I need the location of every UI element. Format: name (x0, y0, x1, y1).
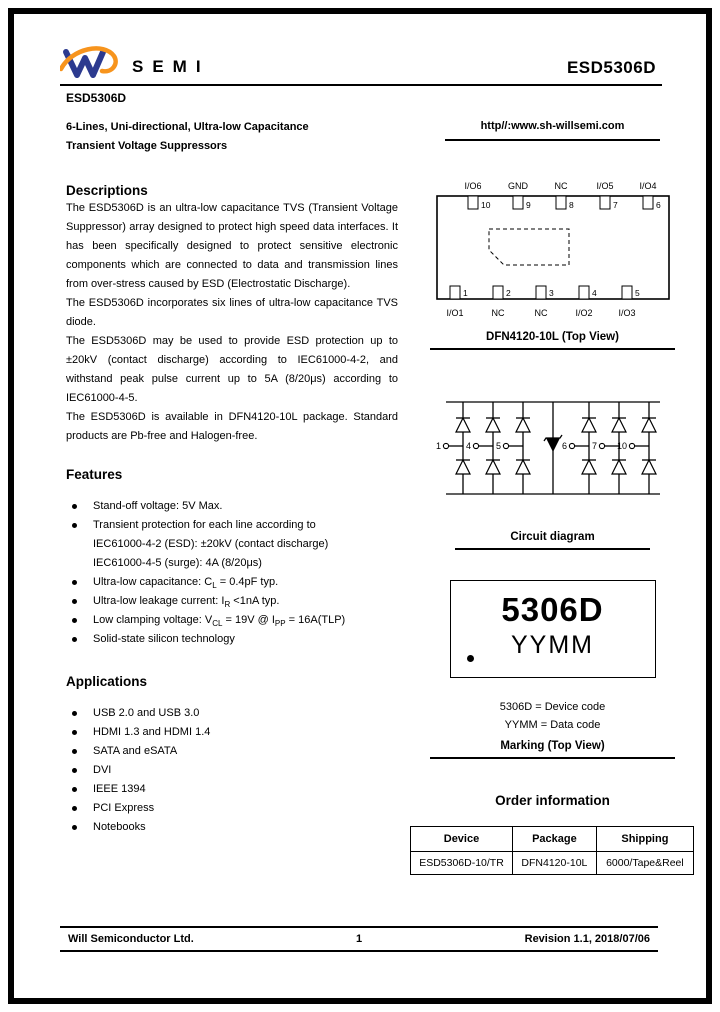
terminal-number: 6 (561, 441, 567, 451)
order-col-shipping: Shipping (596, 827, 693, 852)
section-part-number: ESD5306D (66, 91, 127, 105)
order-package-cell: DFN4120-10L (513, 852, 597, 875)
package-caption: DFN4120-10L (Top View) (430, 331, 675, 350)
pin-number: 6 (655, 200, 661, 210)
order-row (411, 852, 694, 875)
package-diagram (433, 179, 673, 329)
diode-icon (642, 460, 656, 474)
description-paragraph-1: The ESD5306D is an ultra-low capacitance TVS (Transient Voltage Suppressor) array designed to protect high speed data interfaces. It has been specifically designed to protect sensitive electronic components which are connected to data and transmission lines from over-stress caused by ESD (Electrostatic Discharge). (66, 202, 398, 290)
bullet-icon (72, 825, 77, 830)
order-information-heading: Order information (495, 793, 610, 808)
feature-item: Ultra-low leakage current: $I_R <1nA$ typ. (66, 592, 398, 611)
pin-number: 2 (505, 288, 511, 298)
pin-stub (622, 286, 632, 299)
terminal-number: 10 (616, 441, 627, 451)
willsemi-logo (60, 44, 230, 82)
terminal (473, 443, 478, 448)
bullet-icon (72, 523, 77, 528)
pin-stub (513, 196, 523, 209)
feature-item: Transient protection for each line according to IEC61000-4-2 (ESD): ±20kV (contact discharge) IEC61000-4-5 (surge): 4A (8/20μs) (66, 516, 398, 573)
bullet-icon (72, 618, 77, 623)
pin-label: I/O5 (595, 181, 614, 191)
feature-item: Solid-state silicon technology (66, 630, 398, 649)
features-list (66, 497, 398, 649)
pin-label: NC (491, 308, 504, 318)
pin-label: I/O3 (617, 308, 636, 318)
marking-legend-date: YYMM = Data code (504, 719, 601, 731)
feature-item: Ultra-low capacitance: $C_L = 0.4pF$ typ. (66, 573, 398, 592)
order-header-row (411, 827, 694, 852)
bullet-icon (72, 730, 77, 735)
pin-number: 8 (568, 200, 574, 210)
pin-label: I/O2 (574, 308, 593, 318)
marking-box (450, 580, 656, 678)
pin-stub (493, 286, 503, 299)
order-table (410, 826, 694, 875)
descriptions-heading: Descriptions (66, 183, 148, 198)
pin-stub (468, 196, 478, 209)
marking-date-code: YYMM (511, 631, 594, 659)
pin-number: 7 (612, 200, 618, 210)
terminal-number: 1 (435, 441, 441, 451)
diode-icon (456, 418, 470, 432)
terminal (599, 443, 604, 448)
features-heading: Features (66, 467, 123, 482)
pin-number: 5 (634, 288, 640, 298)
application-item: IEEE 1394 (66, 780, 398, 799)
diode-icon (642, 418, 656, 432)
marking-caption: Marking (Top View) (430, 740, 675, 759)
diode-icon (612, 460, 626, 474)
pin-label: NC (554, 181, 567, 191)
terminal (503, 443, 508, 448)
description-paragraph-3: The ESD5306D may be used to provide ESD protection up to ±20kV (contact discharge) according to IEC61000-4-2, and withstand peak pulse current up to 5A (8/20μs) according to IEC61000-4-5. (66, 335, 398, 404)
application-item: USB 2.0 and USB 3.0 (66, 704, 398, 723)
applications-list (66, 704, 398, 837)
title-line-2: Transient Voltage Suppressors (66, 140, 228, 152)
application-item: PCI Express (66, 799, 398, 818)
description-paragraph-4: The ESD5306D is available in DFN4120-10L package. Standard products are Pb-free and Halogen-free. (66, 411, 398, 442)
package-outline (437, 196, 669, 299)
pin-stub (579, 286, 589, 299)
brand-text: SEMI (132, 57, 210, 76)
bullet-icon (72, 787, 77, 792)
page-footer (60, 926, 658, 952)
bullet-icon (72, 504, 77, 509)
terminal (569, 443, 574, 448)
circuit-diagram (433, 386, 673, 521)
diode-icon (486, 418, 500, 432)
title-line-1: 6-Lines, Uni-directional, Ultra-low Capacitance (66, 121, 309, 133)
bullet-icon (72, 599, 77, 604)
terminal-number: 4 (465, 441, 471, 451)
order-shipping-cell: 6000/Tape&Reel (596, 852, 693, 875)
header-divider (60, 84, 662, 86)
footer-revision: Revision 1.1, 2018/07/06 (524, 933, 650, 945)
feature-item: Low clamping voltage: $V_{CL} = 19V$ @ $I_{PP} = 16A(TLP)$ (66, 611, 398, 630)
pin-stub (600, 196, 610, 209)
diode-icon (582, 418, 596, 432)
pin-stub (556, 196, 566, 209)
marking-legend-device: 5306D = Device code (499, 701, 606, 713)
document-title (66, 118, 398, 156)
marking-legend (410, 698, 695, 734)
right-column (410, 118, 695, 875)
footer-page-number: 1 (355, 933, 363, 945)
pin-number: 1 (462, 288, 468, 298)
terminal (629, 443, 634, 448)
pin-label: NC (534, 308, 547, 318)
diode-icon (612, 418, 626, 432)
header-part-number: ESD5306D (566, 58, 656, 77)
bullet-icon (72, 806, 77, 811)
bullet-icon (72, 768, 77, 773)
order-col-package: Package (513, 827, 597, 852)
diode-icon (456, 460, 470, 474)
pin-number: 10 (480, 200, 490, 210)
bullet-icon (72, 580, 77, 585)
circuit-caption: Circuit diagram (455, 531, 650, 550)
terminal (443, 443, 448, 448)
diode-icon (516, 460, 530, 474)
pin-label: GND (507, 181, 528, 191)
marking-device-code: 5306D (501, 591, 604, 628)
feature-item: Stand-off voltage: 5V Max. (66, 497, 398, 516)
terminal-number: 5 (495, 441, 501, 451)
application-item: HDMI 1.3 and HDMI 1.4 (66, 723, 398, 742)
footer-company: Will Semiconductor Ltd. (68, 933, 194, 945)
pin-label: I/O1 (445, 308, 464, 318)
application-item: DVI (66, 761, 398, 780)
terminal-number: 7 (591, 441, 597, 451)
pin1-dot-icon (467, 655, 474, 662)
left-column (66, 118, 398, 837)
pin-label: I/O6 (463, 181, 482, 191)
order-col-device: Device (411, 827, 513, 852)
diode-icon (516, 418, 530, 432)
bullet-icon (72, 749, 77, 754)
website-url: http//:www.sh-willsemi.com (445, 120, 660, 141)
pin-number: 4 (591, 288, 597, 298)
diode-icon (582, 460, 596, 474)
zener-diode-icon (546, 438, 560, 452)
diode-icon (486, 460, 500, 474)
bullet-icon (72, 637, 77, 642)
order-device-cell: ESD5306D-10/TR (411, 852, 513, 875)
application-item: Notebooks (66, 818, 398, 837)
description-paragraph-2: The ESD5306D incorporates six lines of ultra-low capacitance TVS diode. (66, 297, 398, 328)
applications-heading: Applications (66, 674, 148, 689)
pin-stub (450, 286, 460, 299)
pin-stub (536, 286, 546, 299)
bullet-icon (72, 711, 77, 716)
pin-stub (643, 196, 653, 209)
pin-label: I/O4 (638, 181, 657, 191)
pin-number: 3 (548, 288, 554, 298)
pin-number: 9 (525, 200, 531, 210)
application-item: SATA and eSATA (66, 742, 398, 761)
